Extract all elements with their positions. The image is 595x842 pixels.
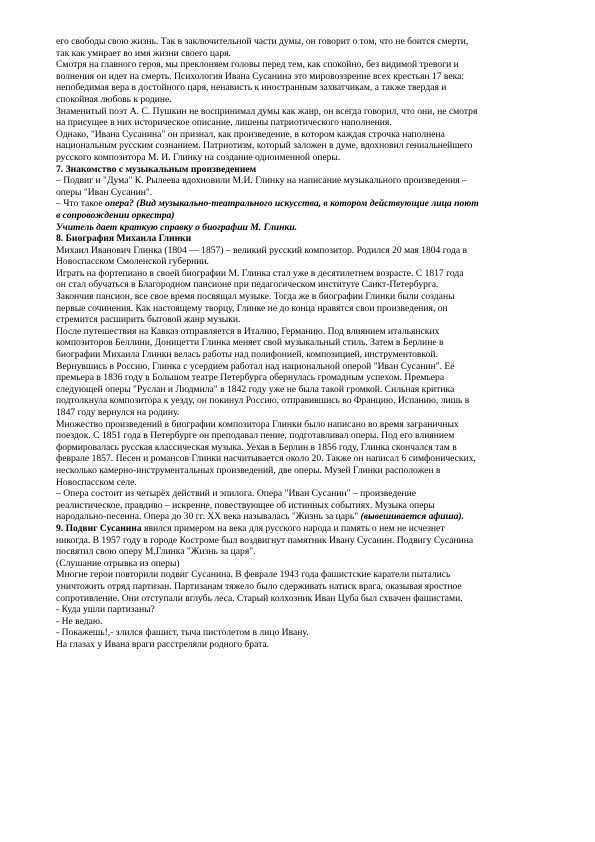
text-line xyxy=(56,372,539,384)
text-run: народально-песенна. Опера до 30 гг. XX века называлась "Жизнь за царь" xyxy=(56,511,361,523)
text-line xyxy=(56,268,539,280)
text-run: Вернувшись в Россию, Глинка с усердием работал над национальной оперой "Иван Сусанин". Её xyxy=(56,360,455,372)
text-line xyxy=(56,558,539,570)
text-line xyxy=(56,349,539,361)
text-run: Новоспасском селе. xyxy=(56,476,137,488)
text-run: Закончив пансион, все свое время посвящал музыке. Тогда же в биографии Глинки были созданы xyxy=(56,291,455,303)
text-line xyxy=(56,523,539,535)
text-run: Знаменитый поэт А. С. Пушкин не воспринимал думы как жанр, он всегда говорил, что они, не смотря xyxy=(56,105,478,117)
text-run: он стал обучаться в Благородном пансионе при педагогическом институте Санкт-Петербурга. xyxy=(56,279,439,291)
text-run: После путешествия на Кавказ отправляется в Италию, Германию. Под влиянием итальянских xyxy=(56,325,440,337)
text-line xyxy=(56,604,539,616)
text-line xyxy=(56,82,539,94)
text-run: композиторов Беллини, Доницетти Глинка меняет свой музыкальный стиль. Затем в Берлине в xyxy=(56,337,444,349)
text-run: феврале 1857. Песен и романсов Глинки насчитывается около 20. Также он написал 6 симфонических, xyxy=(56,453,476,465)
text-line xyxy=(56,256,539,268)
text-line xyxy=(56,616,539,628)
text-run: - Покажешь!,- злился фашист, тыча пистолетом в лицо Ивану. xyxy=(56,627,309,639)
text-run: никогда. В 1957 году в городе Костроме был воздвигнут памятник Ивану Сусанин. Подвигу Сусанина xyxy=(56,534,474,546)
text-run: поездок. С 1851 года в Петербурге он преподавал пение, подготавливал оперы. Под его влиянием xyxy=(56,430,455,442)
text-line xyxy=(56,430,539,442)
text-run: следующей оперы "Руслан и Людмила" в 1842 году уже не была такой громкой. Сильная критика xyxy=(56,383,455,395)
text-line xyxy=(56,129,539,141)
text-run: явился примером на века для русского народа и память о нем не исчезнет xyxy=(141,522,445,534)
text-line xyxy=(56,198,539,210)
text-line xyxy=(56,511,539,523)
text-run: формировалась русская классическая музыка. Уехав в Берлин в 1856 году, Глинка скончался там в xyxy=(56,441,457,453)
text-line xyxy=(56,639,539,651)
text-line xyxy=(56,36,539,48)
text-line xyxy=(56,477,539,489)
text-run: – Что такое xyxy=(56,198,106,210)
text-line xyxy=(56,581,539,593)
text-run: премьера в 1836 году в Большом театре Петербурга обернулась громадным успехом. Премьера xyxy=(56,372,445,384)
text-run: на присущее в них историческое описание, лишены патриотического наполнения. xyxy=(56,117,392,129)
text-line xyxy=(56,245,539,257)
text-run: - Куда ушли партизаны? xyxy=(56,604,155,616)
text-run: национальным русским сознанием. Патриотизм, который заложен в думе, вдохновил гениальнейшего xyxy=(56,140,473,152)
text-run: биографии Михаила Глинки велась работы над полифонией, композицией, инструментовкой. xyxy=(56,349,438,361)
text-line xyxy=(56,361,539,373)
text-run: оперы "Иван Сусанин". xyxy=(56,186,153,198)
text-run: Учитель дает краткую справку о биографии М. Глинки. xyxy=(56,221,298,233)
text-run: уничтожить отряд партизан. Партизанам тяжело было сдерживать натиск врага, оказывая яростное xyxy=(56,580,462,592)
text-line xyxy=(56,384,539,396)
text-line xyxy=(56,569,539,581)
text-run: (Слушание отрывка из оперы) xyxy=(56,557,180,569)
text-line xyxy=(56,152,539,164)
text-line xyxy=(56,500,539,512)
text-line xyxy=(56,395,539,407)
text-line xyxy=(56,187,539,199)
text-line xyxy=(56,291,539,303)
text-run: так как умирает во имя жизни своего царя. xyxy=(56,47,231,59)
text-line xyxy=(56,326,539,338)
text-run: подтолкнула композитора к уезду, он покинул Россию, отправившись во Францию, Испанию, лишь в xyxy=(56,395,470,407)
text-line xyxy=(56,314,539,326)
text-run: непобедимая вера в достойного царя, ненависть к иностранным захватчикам, а также твердая и xyxy=(56,82,447,94)
text-run: в сопровождении оркестра) xyxy=(56,209,175,221)
text-run: На глазах у Ивана враги расстреляли родного брата. xyxy=(56,638,270,650)
text-run: Смотря на главного героя, мы преклоняем головы перед тем, как спокойно, без видимой тревоги и xyxy=(56,59,459,71)
text-run: русского композитора М. И. Глинку на создание одноименной оперы. xyxy=(56,151,341,163)
text-run: - Не ведаю. xyxy=(56,615,103,627)
text-line xyxy=(56,233,539,245)
text-run: Множество произведений в биографии композитора Глинки было написано во время заграничных xyxy=(56,418,459,430)
text-run: – Опера состоит из четырёх действий и эпилога. Опера "Иван Сусанин" – произведение xyxy=(56,488,417,500)
text-line xyxy=(56,627,539,639)
text-run: Однако, "Ивана Сусанина" он признал, как произведение, в котором каждая строчка наполнена xyxy=(56,128,445,140)
text-run: его свободы свою жизнь. Так в заключительной части думы, он говорит о том, что не боится смерти, xyxy=(56,36,469,47)
text-line xyxy=(56,442,539,454)
text-line xyxy=(56,140,539,152)
text-line xyxy=(56,71,539,83)
text-run: Играть на фортепиано в своей биографии М. Глинка стал уже в десятилетнем возрасте. С 1817 года xyxy=(56,267,464,279)
text-run: реалистическое, правдиво – искренне, повествующее об истинных событиях. Музыка оперы xyxy=(56,499,435,511)
text-run: стремится расширить бытовой жанр музыки. xyxy=(56,314,241,326)
text-line xyxy=(56,94,539,106)
text-line xyxy=(56,535,539,547)
text-line xyxy=(56,303,539,315)
text-run: первые сочинения. Как настоящему творцу, Глинке не до конца нравятся свои произведения, он xyxy=(56,302,448,314)
text-run: несколько камерно-инструментальных произведений, две оперы. Музей Глинки расположен в xyxy=(56,464,441,476)
text-line xyxy=(56,117,539,129)
text-run: спокойная любовь к родине. xyxy=(56,93,172,105)
text-run: посвятил свою оперу М.Глинка "Жизнь за царя". xyxy=(56,546,256,558)
text-line xyxy=(56,407,539,419)
text-run: (вывешивается афиша). xyxy=(360,511,465,523)
text-run: волнения он идет на смерть. Психология Ивана Сусанина это мировоззрение всех крестьян 17 века: xyxy=(56,70,465,82)
text-line xyxy=(56,210,539,222)
text-run: сопротивление. Они отступали вглубь леса. Старый колхозник Иван Цуба был схвачен фашистами. xyxy=(56,592,463,604)
text-line xyxy=(56,419,539,431)
text-line xyxy=(56,593,539,605)
text-run: Многие герои повторили подвиг Сусанина. В феврале 1943 года фашистские каратели пытались xyxy=(56,569,451,581)
text-run: Михаил Иванович Глинка (1804 — 1857) – великий русский композитор. Родился 20 мая 1804 года в xyxy=(56,244,468,256)
text-line xyxy=(56,546,539,558)
text-line xyxy=(56,488,539,500)
text-line xyxy=(56,279,539,291)
text-run: 8. Биография Михаила Глинки xyxy=(56,233,192,245)
text-line xyxy=(56,59,539,71)
text-run: Новоспасском Смоленской губернии. xyxy=(56,256,209,268)
text-line xyxy=(56,465,539,477)
text-line xyxy=(56,164,539,176)
text-line xyxy=(56,175,539,187)
text-line xyxy=(56,453,539,465)
text-run: 1847 году вернулся на родину. xyxy=(56,407,180,418)
text-line xyxy=(56,48,539,60)
text-line xyxy=(56,222,539,234)
text-run: 9. Подвиг Сусанина xyxy=(56,522,142,534)
text-run: – Подвиг и "Дума" К. Рылеева вдохновили М.И. Глинку на написание музыкального произведения – xyxy=(56,175,467,187)
text-run: опера? (Вид музыкально-театрального искусства, в котором действующие лица поют xyxy=(105,198,479,210)
text-line xyxy=(56,337,539,349)
text-run: 7. Знакомство с музыкальным произведением xyxy=(56,163,257,175)
text-line xyxy=(56,106,539,118)
